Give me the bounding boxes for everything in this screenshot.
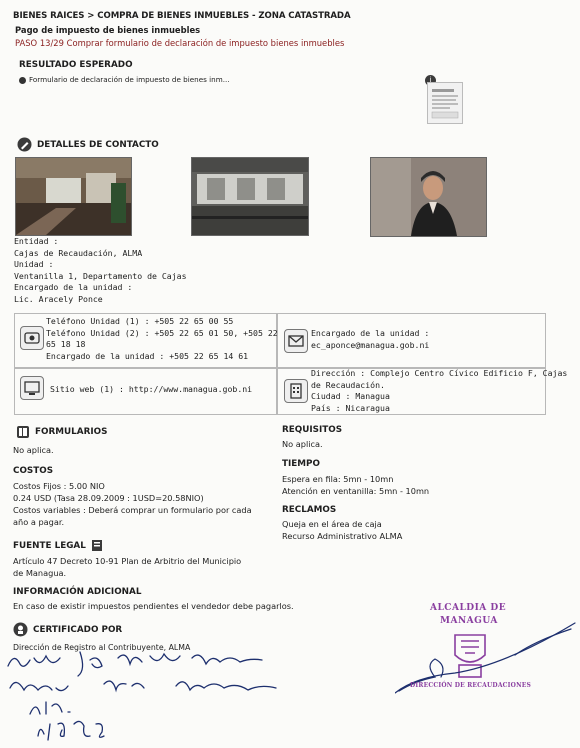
stamp-text-1: ALCALDIA DE (430, 603, 507, 613)
costos-title: COSTOS (13, 466, 54, 476)
tiempo-block (282, 473, 429, 497)
web-link[interactable]: Sitio web (1) : http://www.managua.gob.ni (50, 384, 253, 394)
info-icon: i (425, 75, 436, 86)
certificado-header (13, 622, 122, 637)
fuente-legal-line-1: Artículo 47 Decreto 10-91 Plan de Arbitrio del Municipio (13, 556, 242, 566)
entidad-value: Cajas de Recaudación, ALMA (14, 247, 143, 258)
resultado-item[interactable] (19, 75, 230, 84)
address-line-1: Dirección : Complejo Centro Cívico Edificio F, Cajas (311, 368, 568, 378)
building-icon (284, 379, 308, 403)
page-subtitle: Pago de impuesto de bienes inmuebles (15, 25, 201, 35)
forms-icon (16, 425, 30, 439)
phone-2-cont: 65 18 18 (46, 339, 86, 349)
costos-usd: 0.24 USD (Tasa 28.09.2009 : 1USD=20.58NIO) (13, 493, 204, 503)
reclamos-title: RECLAMOS (282, 505, 337, 515)
costos-block (13, 480, 252, 528)
phone-icon (20, 326, 44, 350)
pdf-icon[interactable] (91, 539, 103, 552)
formularios-header (16, 425, 107, 439)
stamp-text-3: DIRECCIÓN DE RECAUDACIONES (410, 682, 532, 689)
costos-variables: Costos variables : Deberá comprar un formulario por cada (13, 505, 252, 515)
tiempo-title: TIEMPO (282, 459, 320, 469)
bullet-icon (19, 77, 26, 84)
step-title: PASO 13/29 Comprar formulario de declaración de impuesto bienes inmuebles (15, 38, 345, 48)
unidad-value: Ventanilla 1, Departamento de Cajas (14, 270, 187, 281)
costos-fijos: Costos Fijos : 5.00 NIO (13, 481, 105, 491)
breadcrumb: BIENES RAICES > COMPRA DE BIENES INMUEBLES - ZONA CATASTRADA (13, 11, 351, 21)
tiempo-ventanilla: Atención en ventanilla: 5mn - 10mn (282, 486, 430, 496)
email-link[interactable]: ec_aponce@managua.gob.ni (311, 339, 430, 350)
fuente-legal-title: FUENTE LEGAL (13, 540, 86, 551)
info-adicional-title: INFORMACIÓN ADICIONAL (13, 587, 142, 597)
contacto-title: DETALLES DE CONTACTO (37, 139, 159, 150)
form-thumbnail[interactable] (427, 82, 463, 124)
reclamos-line-1: Queja en el área de caja (282, 519, 382, 529)
photo-person (370, 157, 487, 237)
fuente-legal-block (13, 555, 241, 579)
resultado-title: RESULTADO ESPERADO (19, 60, 133, 70)
city: Ciudad : Managua (311, 391, 390, 401)
certificado-title: CERTIFICADO POR (33, 624, 123, 635)
fuente-legal-line-2: de Managua. (13, 568, 67, 578)
phone-1[interactable]: Teléfono Unidad (1) : +505 22 65 00 55 (46, 316, 234, 326)
certificate-icon (13, 622, 28, 637)
formularios-value: No aplica. (13, 445, 54, 455)
costos-variables-cont: año a pagar. (13, 517, 65, 527)
address-lines (311, 368, 567, 414)
phone-lines (46, 316, 278, 362)
country: País : Nicaragua (311, 402, 390, 413)
email-label: Encargado de la unidad : (311, 328, 430, 338)
address-line-2: de Recaudación. (311, 379, 385, 390)
unidad-label: Unidad : (14, 259, 54, 269)
entidad-label: Entidad : (14, 236, 59, 246)
email-icon (284, 329, 308, 353)
document-icon (428, 83, 462, 123)
phone-3[interactable]: Encargado de la unidad : +505 22 65 14 61 (46, 350, 249, 361)
pencil-icon (17, 137, 32, 152)
info-adicional-value: En caso de existir impuestos pendientes el vendedor debe pagarlos. (13, 601, 294, 611)
official-stamp (395, 615, 580, 705)
reclamos-block (282, 518, 402, 542)
certificado-value: Dirección de Registro al Contribuyente, ALMA (13, 643, 191, 652)
requisitos-title: REQUISITOS (282, 425, 343, 435)
photo-office-2 (191, 157, 309, 236)
reclamos-line-2: Recurso Administrativo ALMA (282, 531, 403, 541)
email-lines (311, 328, 429, 351)
entidad-block (14, 236, 187, 305)
tiempo-fila: Espera en fila: 5mn - 10mn (282, 474, 394, 484)
requisitos-value: No aplica. (282, 439, 323, 449)
photo-office-1 (15, 157, 132, 236)
phone-2[interactable]: Teléfono Unidad (2) : +505 22 65 01 50, +505 22 (46, 327, 278, 338)
contacto-header (17, 137, 159, 152)
fuente-legal-header (13, 539, 103, 552)
encargado-label: Encargado de la unidad : (14, 282, 133, 292)
handwritten-signature (0, 640, 300, 748)
resultado-item-label: Formulario de declaración de impuesto de bienes inm... (29, 75, 230, 84)
encargado-value: Lic. Aracely Ponce (14, 293, 103, 304)
stamp-text-2: MANAGUA (440, 616, 498, 626)
web-icon (20, 376, 44, 400)
formularios-title: FORMULARIOS (35, 427, 108, 437)
